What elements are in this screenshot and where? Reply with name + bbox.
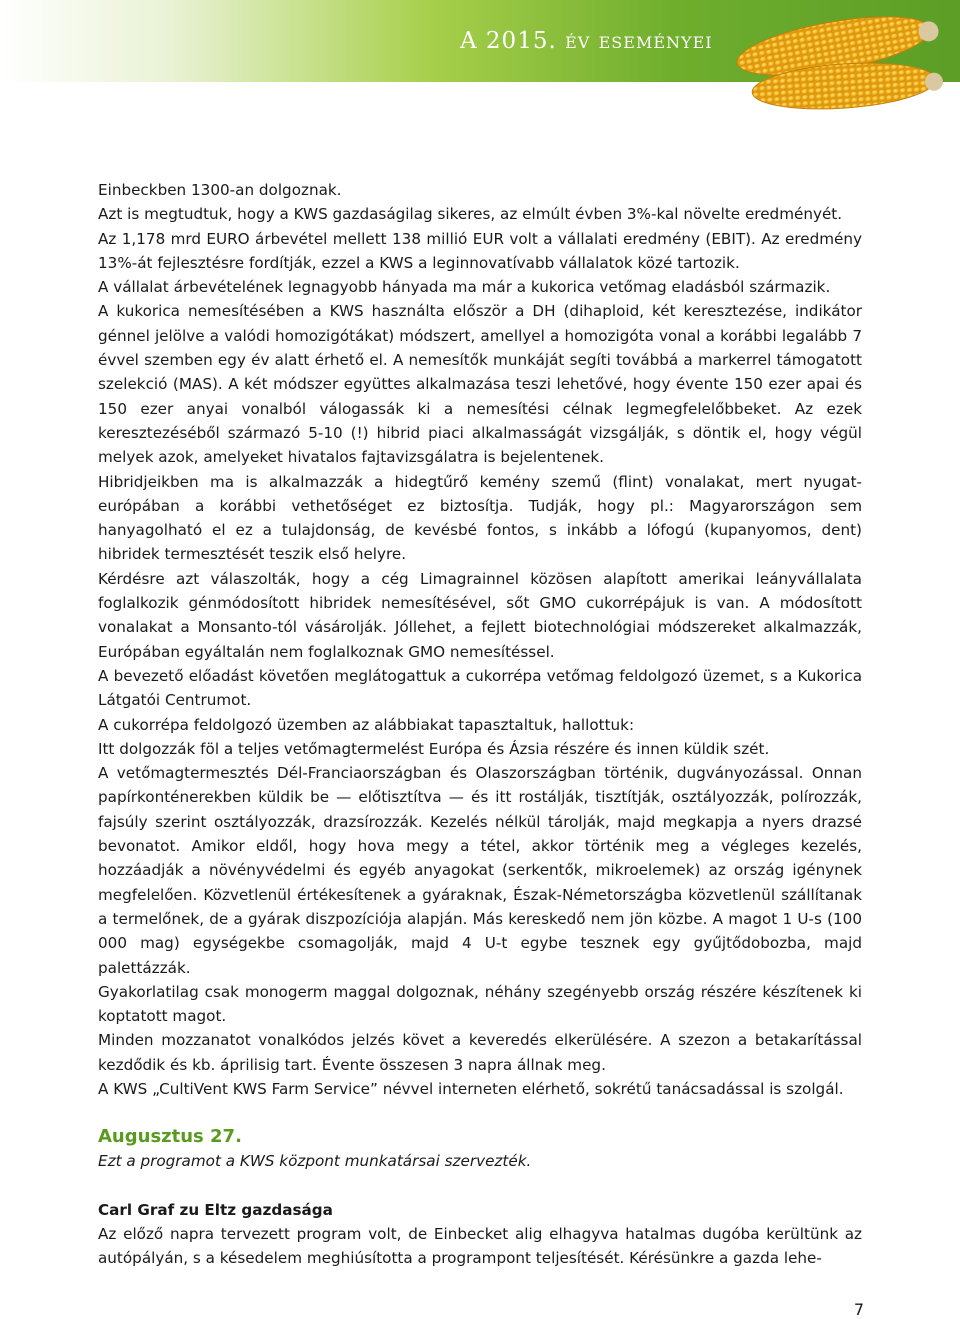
paragraph: A vetőmagtermesztés Dél-Franciaországban és Olaszországban történik, dugványozással. Onnan papírkonténerekben küldik be — előtisztítva — és itt rostálják, tisztítják, osztályozzák, polírozzák, fajsúly szerint osztályozzák, drazsírozzák. Kezelés nélkül tárolják, majd megkapja a nyers drazsé bevonatot. Amikor eldől, hogy hova megy a tétel, akkor történik meg a végleges kezelés, hozzáadják a növényvédelmi és egyéb anyagokat (serkentők, mikroelemek) az ország igénynek megfelelően. Közvetlenül értékesítenek a gyáraknak, Észak-Németországba közvetlenül szállítanak a termelőnek, de a gyárak diszpozíciója alapján. Más kereskedő nem jön közbe. A magot 1 U-s (100 000 mag) egységekbe csomagolják, majd 4 U-t egybe tesznek egy gyűjtődobozba, majd palettázzák. [98,764,862,977]
farm-paragraph: Az előző napra tervezett program volt, de Einbecket alig elhagyva hatalmas dugóba kerültünk az autópályán, s a késedelem meghiúsította a programpont teljesítését. Kérésünkre a gazda lehe- [98,1224,862,1268]
page-number: 7 [853,1300,864,1319]
corn-cobs-image [724,8,960,118]
paragraph: A KWS „CultiVent KWS Farm Service” névvel interneten elérhető, sokrétű tanácsadással is szolgál. [98,1079,844,1098]
paragraph: A vállalat árbevételének legnagyobb hányada ma már a kukorica vetőmag eladásból származik. [98,278,831,297]
paragraph: Gyakorlatilag csak monogerm maggal dolgoznak, néhány szegényebb ország részére készítenek ki koptatott magot. [98,982,862,1026]
farm-heading: Carl Graf zu Eltz gazdasága [98,1200,333,1219]
paragraph: A kukorica nemesítésében a KWS használta először a DH (dihaploid, két keresztezése, indikátor génnel jelölve a valódi homozigótákat) módszert, amellyel a homozigóta vonal a korábbi legalább 7 évvel szemben egy év alatt érhető el. A nemesítők munkáját segíti továbbá a markerrel támogatott szelekció (MAS). A két módszer együttes alkalmazása teszi lehetővé, hogy évente 150 ezer apai és 150 ezer anyai vonalból válogassák ki a nemesítési célnak legmegfelelőbbeket. Az ezek keresztezéséből származó 5-10 (!) hibrid piaci alkalmasságát vizsgálják, s döntik el, hogy végül melyek azok, amelyeket hivatalos fajtavizsgálatra is bejelentenek. [98,302,862,467]
paragraph: A bevezető előadást követően meglátogattuk a cukorrépa vetőmag feldolgozó üzemet, s a Kukorica Látgatói Centrumot. [98,666,862,710]
paragraph: Kérdésre azt válaszolták, hogy a cég Limagrainnel közösen alapított amerikai leányvállalata foglalkozik génmódosított hibridek nemesítésével, sőt GMO cukorrépájuk is van. A módosított vonalakat a Monsanto-tól vásárolják. Jóllehet, a fejlett biotechnológiai módszereket alkalmazzák, Európában egyáltalán nem foglalkoznak GMO nemesítéssel. [98,569,862,661]
paragraph: Azt is megtudtuk, hogy a KWS gazdaságilag sikeres, az elmúlt évben 3%-kal növelte eredményét. [98,205,843,224]
article-body [98,178,862,1270]
paragraph: Itt dolgozzák föl a teljes vetőmagtermelést Európa és Ázsia részére és innen küldik szét. [98,739,770,758]
paragraph: Hibridjeikben ma is alkalmazzák a hidegtűrő kemény szemű (flint) vonalakat, mert nyugat-európában a korábbi vethetőséget ez biztosítja. Tudják, hogy pl.: Magyarországon sem hanyagolható el ez a tulajdonság, de kevésbé fontos, s inkább a lófogú (kupanyomos, dent) hibridek termesztését teszik első helyre. [98,472,862,564]
paragraph: Einbeckben 1300-an dolgoznak. [98,181,342,199]
section-title: A 2015. év eseményei [460,28,713,54]
paragraph: A cukorrépa feldolgozó üzemben az alábbiakat tapasztaltuk, hallottuk: [98,715,635,734]
paragraph: Minden mozzanatot vonalkódos jelzés követ a keveredés elkerülésére. A szezon a betakarítással kezdődik és kb. áprilisig tart. Évente összesen 3 napra állnak meg. [98,1031,862,1074]
paragraph: Az 1,178 mrd EURO árbevétel mellett 138 millió EUR volt a vállalati eredmény (EBIT). Az eredmény 13%-át fejlesztésre fordítják, ezzel a KWS a leginnovatívabb vállalatok közé tartozik. [98,229,862,272]
date-heading: Augusztus 27. [98,1126,242,1148]
date-subtitle: Ezt a programot a KWS központ munkatársai szervezték. [98,1152,532,1171]
